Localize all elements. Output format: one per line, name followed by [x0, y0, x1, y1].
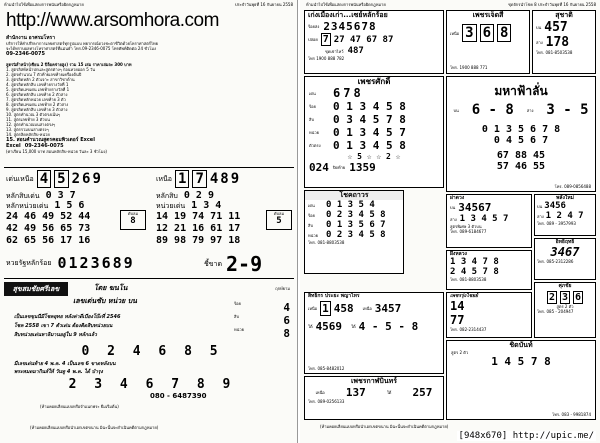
- bon-digits: 6 - 8: [471, 102, 514, 118]
- stat-row-1: [6, 170, 103, 188]
- panel-chidbun: [446, 340, 596, 420]
- jet-value: 8: [283, 327, 290, 340]
- pairs-row: 57 46 55: [496, 161, 546, 172]
- stat-box-digit: 5: [54, 170, 68, 188]
- quote-line: มีเลขเด่นท้าย 4 พ.ค. 4 เป็นเลข 6 ขาดหลังบน: [14, 361, 116, 367]
- panel-phone: โทร. 085 - 204947: [537, 309, 574, 314]
- stat-digits: 269: [71, 171, 103, 187]
- tens-digits: 0 2 9: [183, 190, 214, 201]
- panel-title: พลังใหม่: [556, 195, 574, 201]
- banner-sub: โดย ฆนโน: [94, 284, 128, 292]
- panel-phone: โทร. 085-2312286: [537, 259, 574, 264]
- panel-phet-rung: [446, 292, 532, 338]
- formula-list: [6, 62, 292, 166]
- stats-block: [4, 167, 294, 279]
- hero-row: [6, 254, 135, 272]
- units-label: หน่วยเด่น: [156, 202, 186, 210]
- row-box: 7: [322, 34, 329, 45]
- panel-phet-jet-si: [446, 10, 530, 74]
- row-label: ล่าง: [537, 213, 544, 219]
- panel-phueng-luang: [446, 250, 532, 290]
- hero-side: [204, 252, 262, 276]
- row-digits: 0 1 3 4 5 8: [333, 100, 406, 113]
- row-box: 8: [497, 24, 511, 42]
- jet-values: [234, 301, 290, 340]
- row-label: ปล่อย: [308, 37, 318, 42]
- formula-row: 11. สูตรเลขท้าย 3 ตัวบน: [6, 117, 50, 122]
- stat-label: เด่นเหนือ: [6, 174, 34, 183]
- row-digits: 0 1 3 4 5 8: [333, 139, 406, 152]
- lang-digits: 3 - 5: [546, 102, 589, 118]
- row-label: ตัวตรง: [309, 143, 321, 148]
- panel-title: โชคถาวร: [305, 191, 403, 200]
- pair-row: 14 19 74 71 11: [156, 211, 241, 222]
- left-issue-label: ประจำวันพุธที่ 16 กันยายน 2558: [234, 2, 293, 7]
- row-digits: 3456: [544, 201, 566, 211]
- row-digits: 1 2 4 7: [545, 211, 584, 221]
- row-label: หน่วย: [308, 232, 318, 238]
- stat-digits: 489: [209, 171, 242, 187]
- row-digits: 137: [345, 386, 366, 399]
- panel-phone: โทร. 089-0856488: [554, 184, 591, 189]
- panel-phone: โทร. 082-2314437: [450, 327, 487, 332]
- panel-note: สูตรพิเศษ 3 ตัวบน: [450, 224, 482, 229]
- panel-title: เพชรรุ่งไชยย์: [450, 293, 478, 299]
- row-label: หน่วย: [309, 130, 319, 135]
- site-header: [6, 9, 292, 33]
- office-name: อาศรมโหรา: [28, 35, 56, 41]
- row-box: 2: [548, 292, 555, 303]
- row-label: ร้อย: [308, 212, 315, 218]
- panel-title: เพชรเจ็ดสี: [472, 11, 504, 19]
- row-label: บน: [537, 203, 543, 209]
- row-label: ใต้: [351, 324, 356, 329]
- panel-title: ศุภชัย: [558, 283, 572, 289]
- star-row: ☆ 5 ☆ ☆ 2 ☆: [347, 152, 401, 161]
- stat-box-digit: 1: [175, 170, 189, 188]
- hero-side-label: ชี้ขาด: [204, 259, 223, 268]
- row-digits: 2345678: [323, 20, 377, 33]
- row-digits: 678: [333, 86, 364, 100]
- jet-label: ร้อย: [234, 301, 241, 306]
- right-issue-label: ชุดจักรนำโชค 8 ประจำวันพุธที่ 16 กันยายน 2558: [508, 2, 596, 7]
- row-digits: 0 1 3 5 6 7: [326, 220, 386, 230]
- panel-phone: โทร. 081-8803538: [450, 277, 487, 282]
- quote-line: โชค 2558 เขา 7 ตัวเด่น ต้องติดสิบหน่วยบน: [14, 323, 113, 329]
- row-label: บน: [453, 107, 459, 113]
- digits-row: 0 2 4 6 8 5: [81, 344, 223, 359]
- panel-pa-duang: [446, 194, 532, 248]
- row-label: ร้อยล่ง: [308, 24, 320, 29]
- right-top-note: ห้ามนำไปใช้เพื่อแสดงการพนันหรือผิดกฎหมาย: [306, 2, 386, 7]
- formula-row: 2. สูตรคำนวณ 7 ตัวท้ายเลขท้ายเครื่องต้นปี: [6, 72, 82, 77]
- row-label: เหนือ: [450, 30, 460, 36]
- row-digits: 0 2 3 4 5 8: [326, 230, 386, 240]
- pairs-row: 67 88 45: [496, 150, 546, 161]
- bottom-note: (ห้ามคอยเลียนแบบหรือนำเอกเขตขนาน มิฉะนั้นจะดำเนินคดีตามกฎหมาย): [30, 425, 159, 430]
- jet-label: หน่วย: [234, 327, 244, 332]
- panel-keng-muang: [304, 10, 444, 74]
- quote-block-2: [14, 360, 290, 376]
- formula-row: 8. สูตรลิดเลขเด่น เลขท้าย 2 ตัวล่าง: [6, 102, 69, 107]
- row-label: เด่น: [309, 90, 316, 96]
- row-box: 1: [322, 302, 329, 315]
- formula-row: 4. สูตรลิดหลักสิบ เลขท้ายรางวัลที่ 1: [6, 82, 69, 87]
- row-label: สิบ: [309, 117, 314, 122]
- row-label: ใต้: [386, 390, 392, 395]
- panel-title: เพชรกาฬบินทร์: [350, 377, 398, 385]
- stat-row-2: [156, 170, 241, 188]
- units-digits: 1 5 6: [54, 200, 85, 211]
- panel-phet-kalasin: [304, 376, 444, 420]
- jet-title: เลขเด่นซับ หน่วย บน: [73, 297, 137, 305]
- end-value: 1359: [349, 161, 376, 174]
- order-note: (ค่าเรียน 15,000 บาท สอนหลักสิบ-หน่วย วันละ 3 ชั่วโมง): [6, 149, 107, 154]
- row-digits: 34567: [458, 201, 492, 214]
- row-box: 3: [462, 24, 476, 42]
- formula-row: 1. สูตรลิสท์หน้าปกและสูตรต่างๆ ก่อนหวยออก 5 วัน: [6, 67, 96, 72]
- quote-line: พระหมดมากินส์ให้ วันทู 4 พ.ค. ได้ บำรุง: [14, 369, 103, 375]
- row-label: สูตร 2 ตัว: [451, 350, 469, 355]
- row-digits: 77: [450, 313, 465, 327]
- site-url[interactable]: http://www.arsomhora.com: [6, 10, 219, 31]
- banner-logo: สุขสมชัยศรีเลข: [4, 282, 68, 296]
- panel-phone: โทร. 081-8503538: [536, 50, 573, 55]
- panel-phone: โทร. 089-0256133: [308, 399, 345, 404]
- row-digits: 178: [545, 35, 570, 50]
- row-label: ชุดเข่าไหว้: [325, 48, 344, 54]
- row-label: ล่าง: [536, 40, 543, 45]
- formula-row: 6. สูตรลิดหลักสิบ เลขท้าย 2 ตัวล่าง: [6, 92, 68, 97]
- footer-phone: 080 - 6487390: [150, 392, 207, 400]
- panel-title: มหาฟ้าลั่น: [494, 84, 548, 98]
- office-label: สำนักงาน: [6, 35, 27, 41]
- panel-suchat: [532, 10, 596, 74]
- quote-block: [14, 313, 228, 340]
- row-label: บน: [536, 25, 542, 30]
- panel-itthirit: [534, 238, 596, 280]
- pair-row: 62 65 56 17 16: [6, 235, 91, 246]
- row-digits: 458: [333, 302, 354, 315]
- row-label: สิบ: [308, 222, 313, 228]
- pair-row: 24 46 49 52 44: [6, 211, 91, 222]
- panel-phone: โทร. 089-6184677: [450, 229, 487, 234]
- row-digits: 0 2 3 4 5 8: [326, 210, 386, 220]
- panel-title: สิทธิกร ประยะ พญาไทร: [308, 293, 360, 299]
- panel-title: ผึ้งหลวง: [450, 251, 467, 257]
- stat-label: เหนือ: [156, 174, 172, 183]
- row-digits: 2 4 5 7 8: [450, 267, 499, 277]
- row-digits: 4 - 5 - 8: [358, 320, 419, 333]
- hero-digits: 0123689: [57, 254, 135, 272]
- units-row: [6, 200, 84, 211]
- panel-title: สุชาติ: [555, 11, 573, 19]
- panel-palang-mai: [534, 194, 596, 236]
- units-digits: 1 3 4: [191, 200, 222, 211]
- panel-suppachai: [534, 282, 596, 338]
- bottom-note: (ห้ามคอยเลียนแบบหรือนำเอกเขตขนาน มิฉะนั้นจะดำเนินคดีตามกฎหมาย): [320, 424, 449, 429]
- footer-note: (ห้ามคอยเลียนแบบหรือจำแนกพระ ยืมเริ่มต้น): [40, 404, 119, 409]
- panel-title: ผ่าดวง: [450, 195, 465, 201]
- panel-title: ชิดบันท์: [509, 341, 533, 349]
- row-box: 6: [575, 292, 582, 303]
- digits-row: 0 1 3 5 6 7 8: [481, 124, 561, 135]
- formula-row: 13. สูตรรวมบนล่างตรงๆ: [6, 127, 49, 132]
- stat-box-digit: 7: [192, 170, 206, 188]
- badge-label: ดับลม: [273, 211, 285, 216]
- pair-row: 12 21 16 61 17: [156, 223, 241, 234]
- row-label: เหนือ: [315, 390, 325, 395]
- formula-row: 3. สูตรลิดหลัก 2 ตัวเจาะ สาขาวิชาด้าน: [6, 77, 75, 82]
- panel-maha-fa-lan: [446, 76, 596, 192]
- jet-label: สิบ: [234, 314, 239, 319]
- pair-row: 89 98 79 97 18: [156, 235, 241, 246]
- formula-row: สูตรนิล็ำหน้า(เซียน 2 ปีล็อคจ่ายสูง) รวม 15 เล่ม ราคาเล่มละ 300 บาท: [6, 62, 132, 67]
- badge-label: ดับลม: [127, 211, 139, 216]
- right-page: [300, 0, 600, 443]
- hand-digits: 3467: [550, 245, 580, 259]
- row-digits: 27 47 67 87: [333, 34, 394, 45]
- row-digits: 487: [347, 46, 364, 56]
- panel-title: เก่งเมืองเก่า...เซย์หลักร้อย: [308, 11, 388, 19]
- formula-row: 12. สูตรคำนวณบนล่างตรงๆ: [6, 122, 56, 127]
- excel-phone: 09-2346-0075: [24, 143, 64, 149]
- formula-row: 15. สอนคำนวณสูตรคอมพิวเตอร์ Excel: [6, 137, 95, 143]
- pair-badge-left: [120, 210, 146, 230]
- formula-row: 14. สูตรลิดหลักสิบ-หน่วย: [6, 132, 50, 137]
- row-label: เด่น: [308, 202, 315, 208]
- intro-line: จะได้ทราบผลทางโหราศาสตร์ที่แม่นยำ โทร.09-2346-0075 โทรศัพท์ติดต่อ 24 ชั่วโมง: [6, 46, 156, 51]
- row-digits: 3457: [374, 302, 402, 315]
- row-box: 6: [480, 24, 494, 42]
- row-label: ใต้: [308, 324, 313, 329]
- panel-phone: โทร 1900 888 782: [308, 56, 345, 61]
- row-label: ล่าง: [450, 216, 457, 222]
- digits-block-1: [14, 344, 290, 359]
- hero-label: หวยรัฐหลักร้อย: [6, 258, 52, 267]
- row-label: บน: [450, 205, 456, 210]
- pairs-right: [156, 211, 268, 247]
- formula-row: 9. สูตรลิดหลักสิบ เลขท้าย 3 ตัวล่าง: [6, 107, 68, 112]
- panel-phet-sak: [304, 76, 444, 188]
- row-digits: 1 3 4 5 7: [459, 214, 509, 224]
- tens-label: หลักสิบเด่น: [6, 192, 40, 200]
- row-label: ร้อย: [309, 104, 316, 109]
- row-label: ล่าง: [526, 107, 534, 113]
- end-digits: 024: [309, 161, 329, 174]
- formula-row: 7. สูตรลิดหลักหน่วย เลขท้าย 3 ตัว: [6, 97, 66, 102]
- badge-num: 5: [276, 216, 282, 226]
- row-digits: 1 3 4 7 8: [450, 257, 499, 267]
- quote-line: สิบหน่วยเด่นหาลิมานอยู่ใน 9 หลักแล้ว: [14, 332, 97, 338]
- row-digits: 0 1 3 4 5 7: [333, 126, 406, 139]
- formula-row: 5. สูตรลิดเลขเด่น เลขท้ายรางวัลที่ 1: [6, 87, 70, 92]
- row-digits: 0 3 4 5 7 8: [333, 113, 406, 126]
- banner-right: ฤกษ์ยาม: [275, 286, 290, 291]
- panel-title: อิทธิฤทธิ์: [555, 239, 575, 245]
- panel-phone: โทร. 085-8482012: [308, 366, 345, 371]
- stat-box-digit: 4: [37, 170, 51, 188]
- banner-row: [4, 282, 294, 296]
- quote-line: เป็นเลขขุนนีมีโชคยุทธ หลังค่าดีเบียงโบ๊ะที่ 2546: [14, 314, 121, 320]
- row-label: เหนือ: [308, 306, 318, 311]
- row-digits: 0 1 3 5 4: [326, 200, 375, 210]
- intro-phone: 09-2346-0075: [6, 51, 45, 57]
- row-label: สูตร 2 ตัว: [556, 304, 574, 309]
- row-digits: 14: [450, 299, 465, 313]
- row-label: เหนือ: [362, 306, 372, 311]
- panel-chok-thaworn: [304, 190, 404, 274]
- jet-value: 6: [283, 314, 290, 327]
- row-digits: 457: [544, 20, 568, 35]
- units-label: หลักหน่วยเด่น: [6, 202, 49, 210]
- panel-sitthikorn: [304, 292, 444, 374]
- panel-phone: โทร. 1900 888 771: [450, 65, 488, 70]
- intro-line: บริการให้คำปรึกษาการเลขศาสตร์ทุกรูปแบบ พยากรณ์ดวงชะตาชีวิตด้วยโหราศาสตร์ไทย: [6, 41, 158, 46]
- units-row-2: [156, 200, 221, 211]
- excel-label: Excel: [6, 143, 21, 149]
- panel-phone: โทร. 083 - 9981874: [552, 412, 591, 417]
- row-digits: 1 4 5 7 8: [491, 355, 551, 368]
- row-digits: 257: [412, 386, 433, 399]
- panel-phone: โทร. 081-8803538: [308, 240, 345, 245]
- digits-block-2: [14, 377, 290, 392]
- formula-row: 10. สูตรคำนวณ 3 ตัวตรงเน้นๆ: [6, 112, 61, 117]
- left-page: [0, 0, 298, 443]
- left-top-note: ห้ามนำไปใช้เพื่อแสดงการพนันหรือผิดกฎหมาย: [4, 2, 84, 7]
- tens-digits: 0 3 7: [45, 190, 76, 201]
- badge-num: 8: [130, 216, 136, 226]
- intro-block: [6, 35, 292, 57]
- pair-badge-right: [266, 210, 292, 230]
- panel-phone: โทร. 089 - 3957993: [537, 221, 576, 226]
- digits-row: 0 4 5 6 7: [493, 135, 549, 146]
- digits-row: 2 3 4 6 7 8 9: [68, 377, 236, 392]
- end-label: ปิดท้าย: [332, 165, 346, 170]
- tens-label: หลักสิบ: [156, 192, 178, 200]
- row-digits: 4569: [315, 320, 343, 333]
- panel-title: เพชรศักดิ์: [357, 77, 391, 86]
- hero-side-value: 2-9: [226, 252, 263, 276]
- pair-row: 42 49 56 65 73: [6, 223, 91, 234]
- watermark: [948x670] http://upic.me/: [458, 431, 594, 441]
- jet-value: 4: [283, 301, 290, 314]
- row-box: 3: [561, 292, 569, 303]
